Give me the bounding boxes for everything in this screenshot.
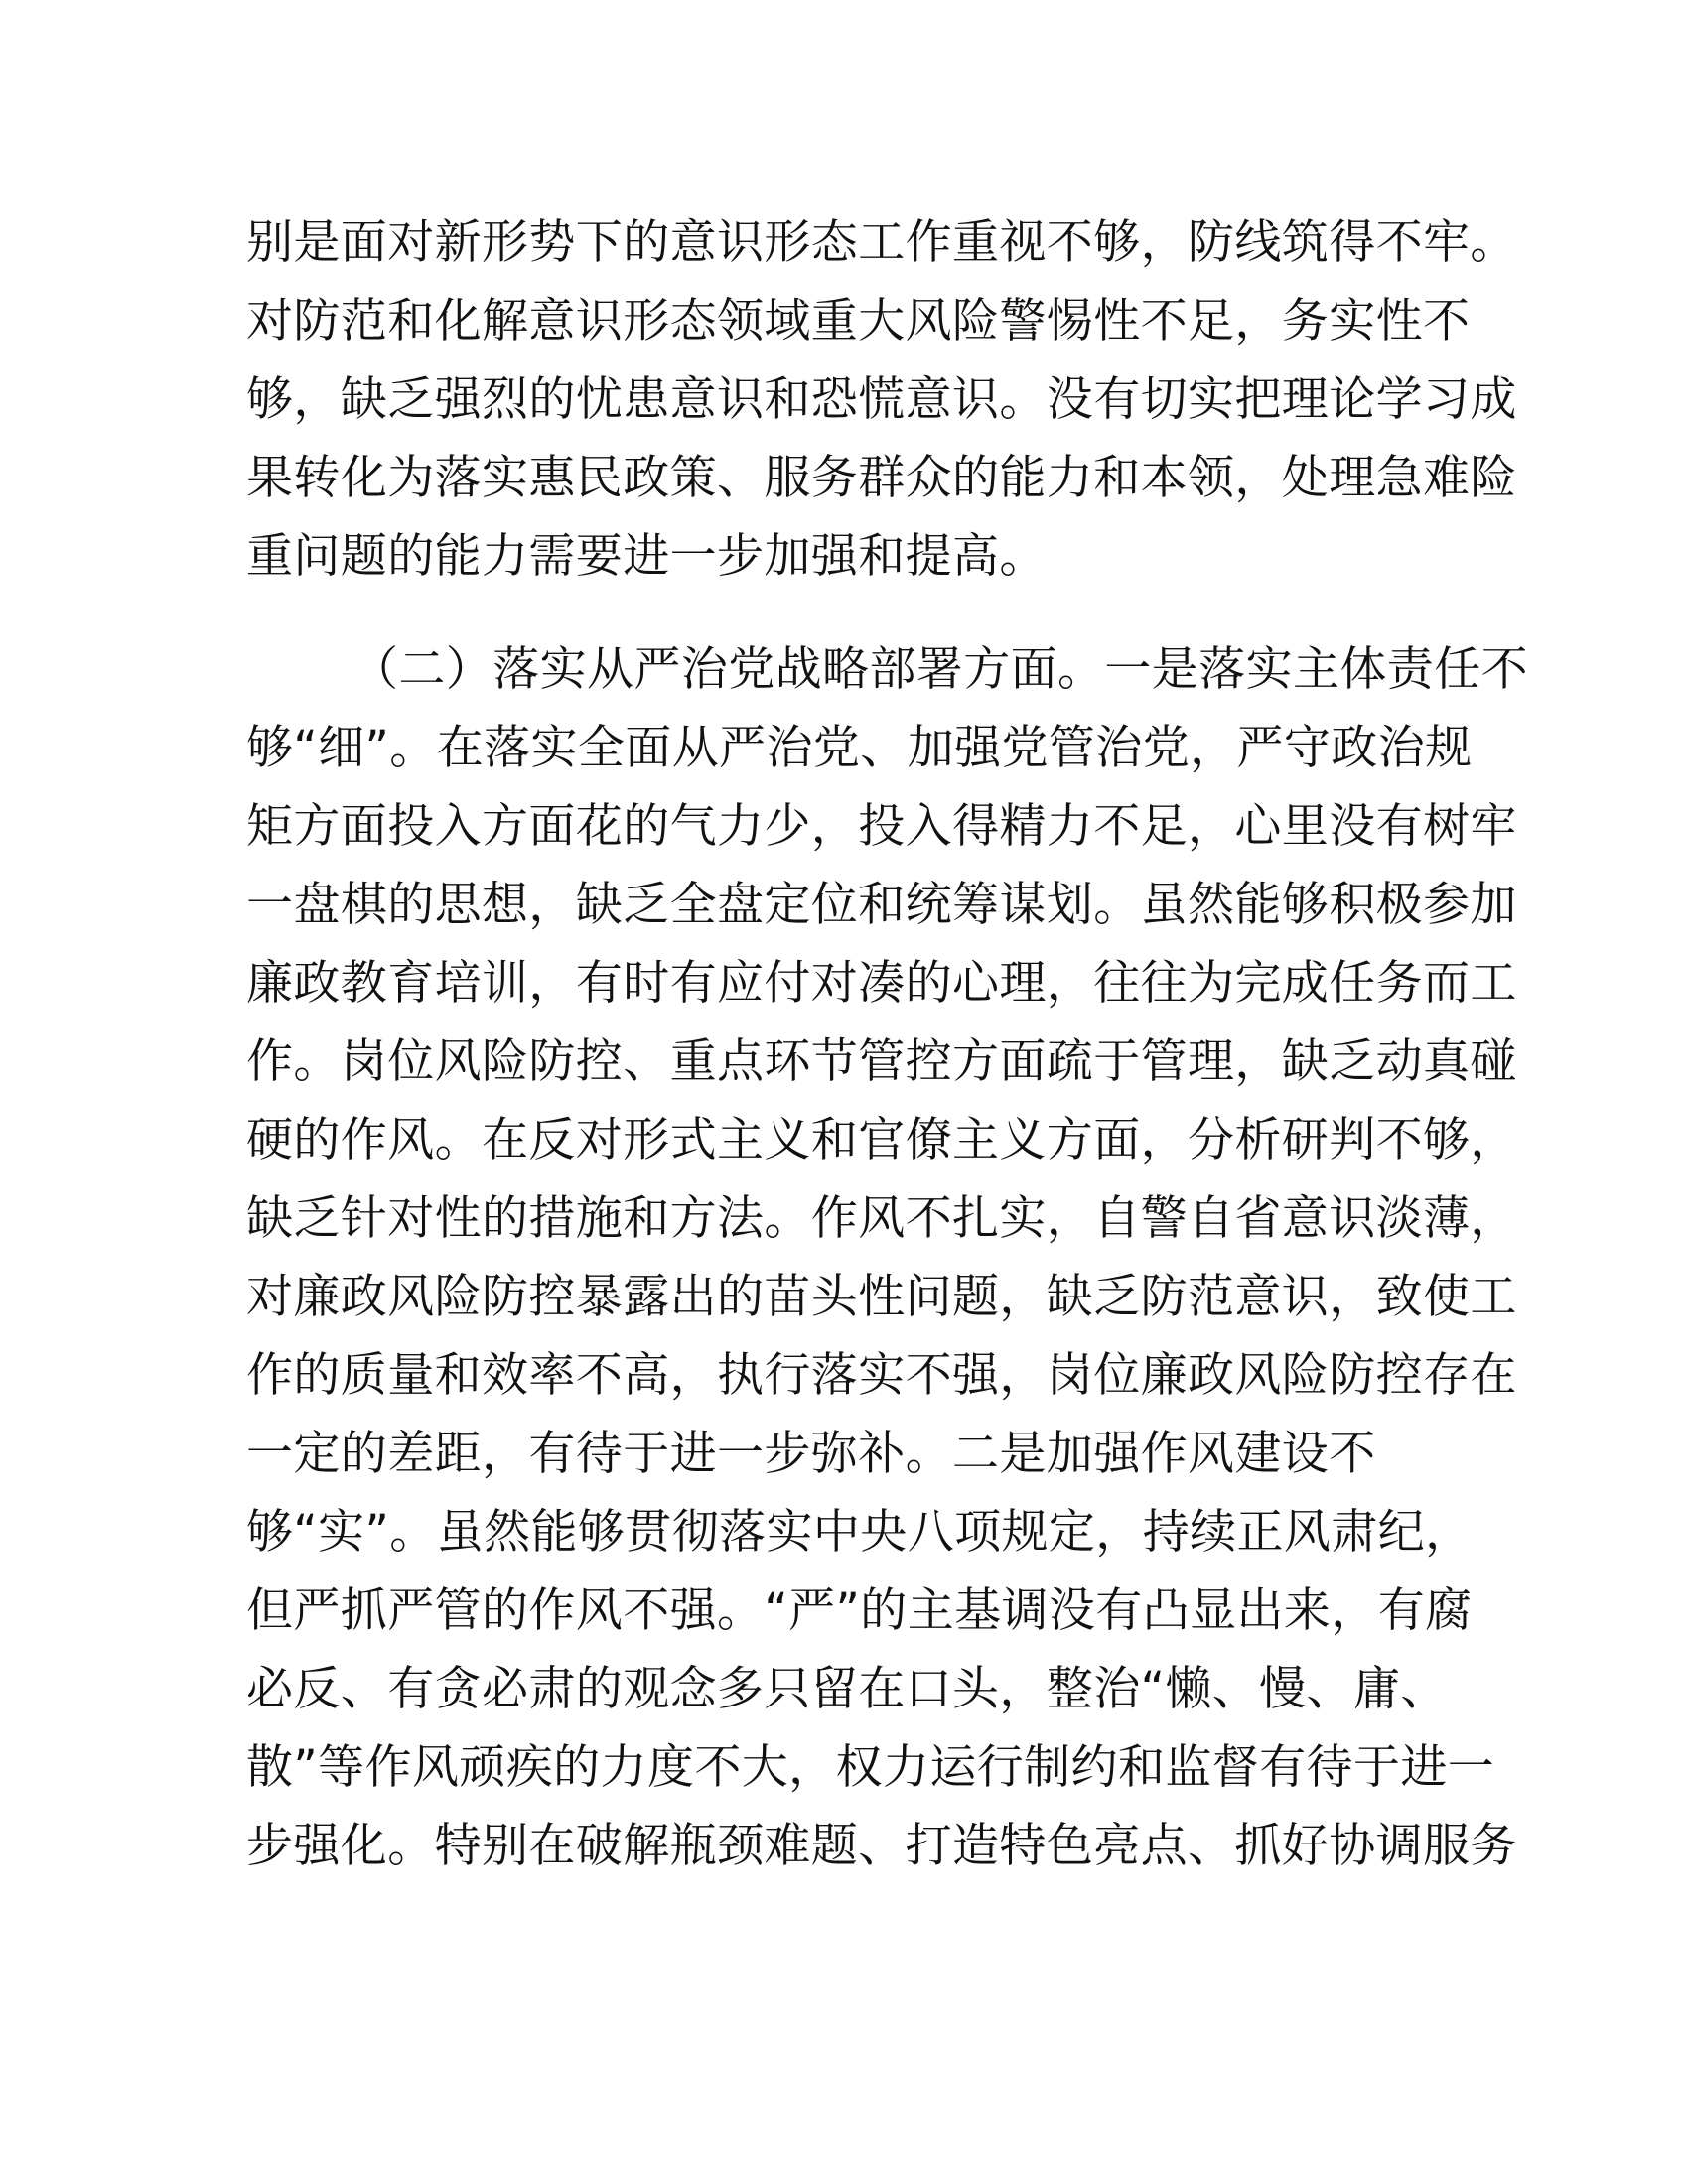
- text-line: 对廉政风险防控暴露出的苗头性问题，缺乏防范意识，致使工: [246, 1270, 1517, 1324]
- paragraph-spacer: [246, 596, 1438, 630]
- paragraph-section-two: [246, 630, 1528, 1885]
- text-line: 对防范和化解意识形态领域重大风险警惕性不足，务实性不: [246, 294, 1471, 348]
- text-line: 必反、有贪必肃的观念多只留在口头，整治“懒、慢、庸、: [246, 1662, 1448, 1716]
- text-line: 步强化。特别在破解瓶颈难题、打造特色亮点、抓好协调服务: [246, 1819, 1517, 1873]
- text-line: 别是面对新形势下的意识形态工作重视不够，防线筑得不牢。: [246, 215, 1517, 270]
- text-line: 果转化为落实惠民政策、服务群众的能力和本领，处理急难险: [246, 451, 1517, 505]
- text-line: 但严抓严管的作风不强。“严”的主基调没有凸显出来，有腐: [246, 1583, 1473, 1638]
- text-line: 缺乏针对性的措施和方法。作风不扎实，自警自省意识淡薄，: [246, 1191, 1517, 1246]
- text-line: 作。岗位风险防控、重点环节管控方面疏于管理，缺乏动真碰: [246, 1034, 1517, 1089]
- text-line: 重问题的能力需要进一步加强和提高。: [246, 529, 1047, 584]
- section-heading-line: （二）落实从严治党战略部署方面。一是落实主体责任不: [352, 642, 1528, 697]
- document-body: [246, 204, 1528, 1885]
- text-line: 够“实”。虽然能够贯彻落实中央八项规定，持续正风肃纪，: [246, 1505, 1473, 1560]
- text-line: 作的质量和效率不高，执行落实不强，岗位廉政风险防控存在: [246, 1348, 1517, 1403]
- paragraph-continued: [246, 204, 1517, 596]
- text-line: 够“细”。在落实全面从严治党、加强党管治党，严守政治规: [246, 721, 1473, 775]
- text-line: 矩方面投入方面花的气力少，投入得精力不足，心里没有树牢: [246, 799, 1517, 854]
- text-line: 一盘棋的思想，缺乏全盘定位和统筹谋划。虽然能够积极参加: [246, 878, 1517, 932]
- text-line: 廉政教育培训，有时有应付对凑的心理，往往为完成任务而工: [246, 956, 1517, 1011]
- text-line: 一定的差距，有待于进一步弥补。二是加强作风建设不: [246, 1427, 1376, 1481]
- text-line: 够，缺乏强烈的忧患意识和恐慌意识。没有切实把理论学习成: [246, 372, 1517, 427]
- text-line: 硬的作风。在反对形式主义和官僚主义方面，分析研判不够，: [246, 1113, 1517, 1167]
- text-line: 散”等作风顽疾的力度不大，权力运行制约和监督有待于进一: [246, 1740, 1495, 1795]
